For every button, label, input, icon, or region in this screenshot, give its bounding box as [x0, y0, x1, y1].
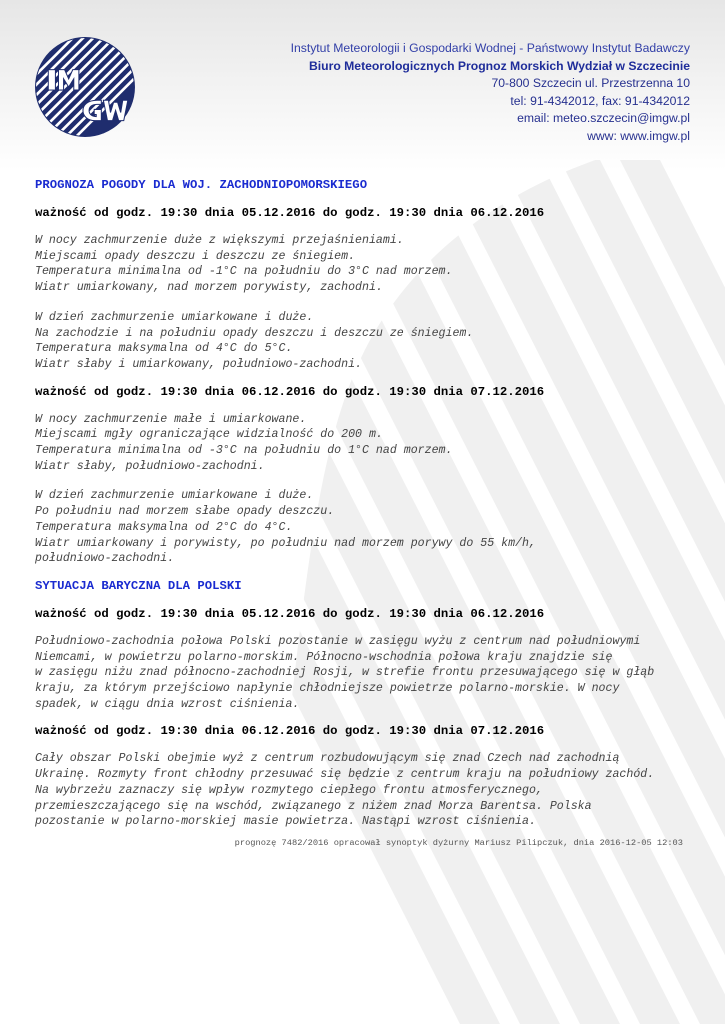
validity-period: ważność od godz. 19:30 dnia 05.12.2016 do godz. 19:30 dnia 06.12.2016 — [35, 206, 545, 220]
validity-period: ważność od godz. 19:30 dnia 05.12.2016 do godz. 19:30 dnia 06.12.2016 — [35, 606, 545, 621]
institute-header — [291, 40, 690, 146]
night-forecast — [35, 412, 695, 475]
phone-fax: tel: 91-4342012, fax: 91-4342012 — [510, 93, 690, 108]
forecast-heading: PROGNOZA POGODY DLA WOJ. ZACHODNIOPOMORSKIEGO — [35, 178, 368, 192]
text-line: W dzień zachmurzenie umiarkowane i duże. — [35, 489, 314, 503]
text-line: Wiatr słaby, południowo-zachodni. — [35, 459, 265, 473]
text-line: Niemcami, w powietrzu polarno-morskim. Północno-wschodnia połowa kraju znajdzie się — [35, 650, 613, 664]
text-line: Miejscami opady deszczu i deszczu ze śniegiem. — [35, 249, 356, 263]
text-line: W dzień zachmurzenie umiarkowane i duże. — [35, 310, 314, 324]
text-line: Miejscami mgły ograniczające widzialność do 200 m. — [35, 428, 383, 442]
office-name: Biuro Meteorologicznych Prognoz Morskich Wydział w Szczecinie — [308, 58, 690, 73]
text-line: Na zachodzie i na południu opady deszczu i deszczu ze śniegiem. — [35, 326, 474, 340]
email[interactable]: email: meteo.szczecin@imgw.pl — [517, 111, 690, 126]
text-line: Po południu nad morzem słabe opady deszczu. — [35, 505, 335, 519]
institute-name: Instytut Meteorologii i Gospodarki Wodnej - Państwowy Instytut Badawczy — [290, 41, 690, 55]
forecast-author-footer: prognozę 7482/2016 opracował synoptyk dyżurny Mariusz Pilipczuk, dnia 2016-12-05 12:03 — [234, 837, 683, 848]
text-line: Południowo-zachodnia połowa Polski pozostanie w zasięgu wyżu z centrum nad południowymi — [35, 634, 641, 648]
text-line: przemieszczającego się na wschód, związanego z niżem znad Morza Barentsa. Polska — [35, 799, 592, 813]
text-line: kraju, za którym przejściowo napłynie chłodniejsze powietrze polarno-morskie. W nocy — [35, 682, 620, 696]
text-line: Temperatura minimalna od -1°C na południu do 3°C nad morzem. — [35, 265, 453, 279]
text-line: Ukrainę. Rozmyty front chłodny przesuwać się będzie z centrum kraju na południowy zachód. — [35, 768, 655, 782]
validity-period: ważność od godz. 19:30 dnia 06.12.2016 do godz. 19:30 dnia 07.12.2016 — [35, 384, 545, 399]
synoptic-text — [35, 751, 695, 830]
imgw-logo — [34, 36, 136, 138]
day-forecast — [35, 310, 695, 373]
text-line: pozostanie w polarno-morskiej masie powietrza. Nastąpi wzrost ciśnienia. — [35, 815, 536, 829]
text-line: W nocy zachmurzenie małe i umiarkowane. — [35, 412, 307, 426]
text-line: Cały obszar Polski obejmie wyż z centrum rozbudowującym się znad Czech nad zachodnią — [35, 752, 620, 766]
text-line: Temperatura maksymalna od 2°C do 4°C. — [35, 520, 293, 534]
text-line: Wiatr słaby i umiarkowany, południowo-zachodni. — [35, 357, 362, 371]
text-line: Temperatura maksymalna od 4°C do 5°C. — [35, 342, 293, 356]
text-line: spadek, w ciągu dnia wzrost ciśnienia. — [35, 697, 300, 711]
text-line: Wiatr umiarkowany, nad morzem porywisty, zachodni. — [35, 281, 383, 295]
validity-period: ważność od godz. 19:30 dnia 06.12.2016 do godz. 19:30 dnia 07.12.2016 — [35, 724, 545, 739]
document-body — [35, 178, 695, 848]
text-line: Temperatura minimalna od -3°C na południu do 1°C nad morzem. — [35, 444, 453, 458]
text-line: w zasięgu niżu znad północno-zachodniej Rosji, w strefie frontu przesuwającego się w głąb — [35, 666, 655, 680]
text-line: Wiatr umiarkowany i porywisty, po południu nad morzem porywy do 55 km/h, — [35, 536, 536, 550]
text-line: południowo-zachodni. — [35, 552, 175, 566]
day-forecast — [35, 488, 695, 567]
synoptic-text — [35, 634, 695, 713]
text-line: W nocy zachmurzenie duże z większymi przejaśnieniami. — [35, 234, 404, 247]
text-line: Na wybrzeżu zaznaczy się wpływ rozmytego ciepłego frontu atmosferycznego, — [35, 783, 543, 797]
website[interactable]: www: www.imgw.pl — [587, 128, 690, 143]
night-forecast — [35, 233, 695, 296]
synoptic-heading: SYTUACJA BARYCZNA DLA POLSKI — [35, 578, 242, 593]
address: 70-800 Szczecin ul. Przestrzenna 10 — [491, 76, 690, 91]
